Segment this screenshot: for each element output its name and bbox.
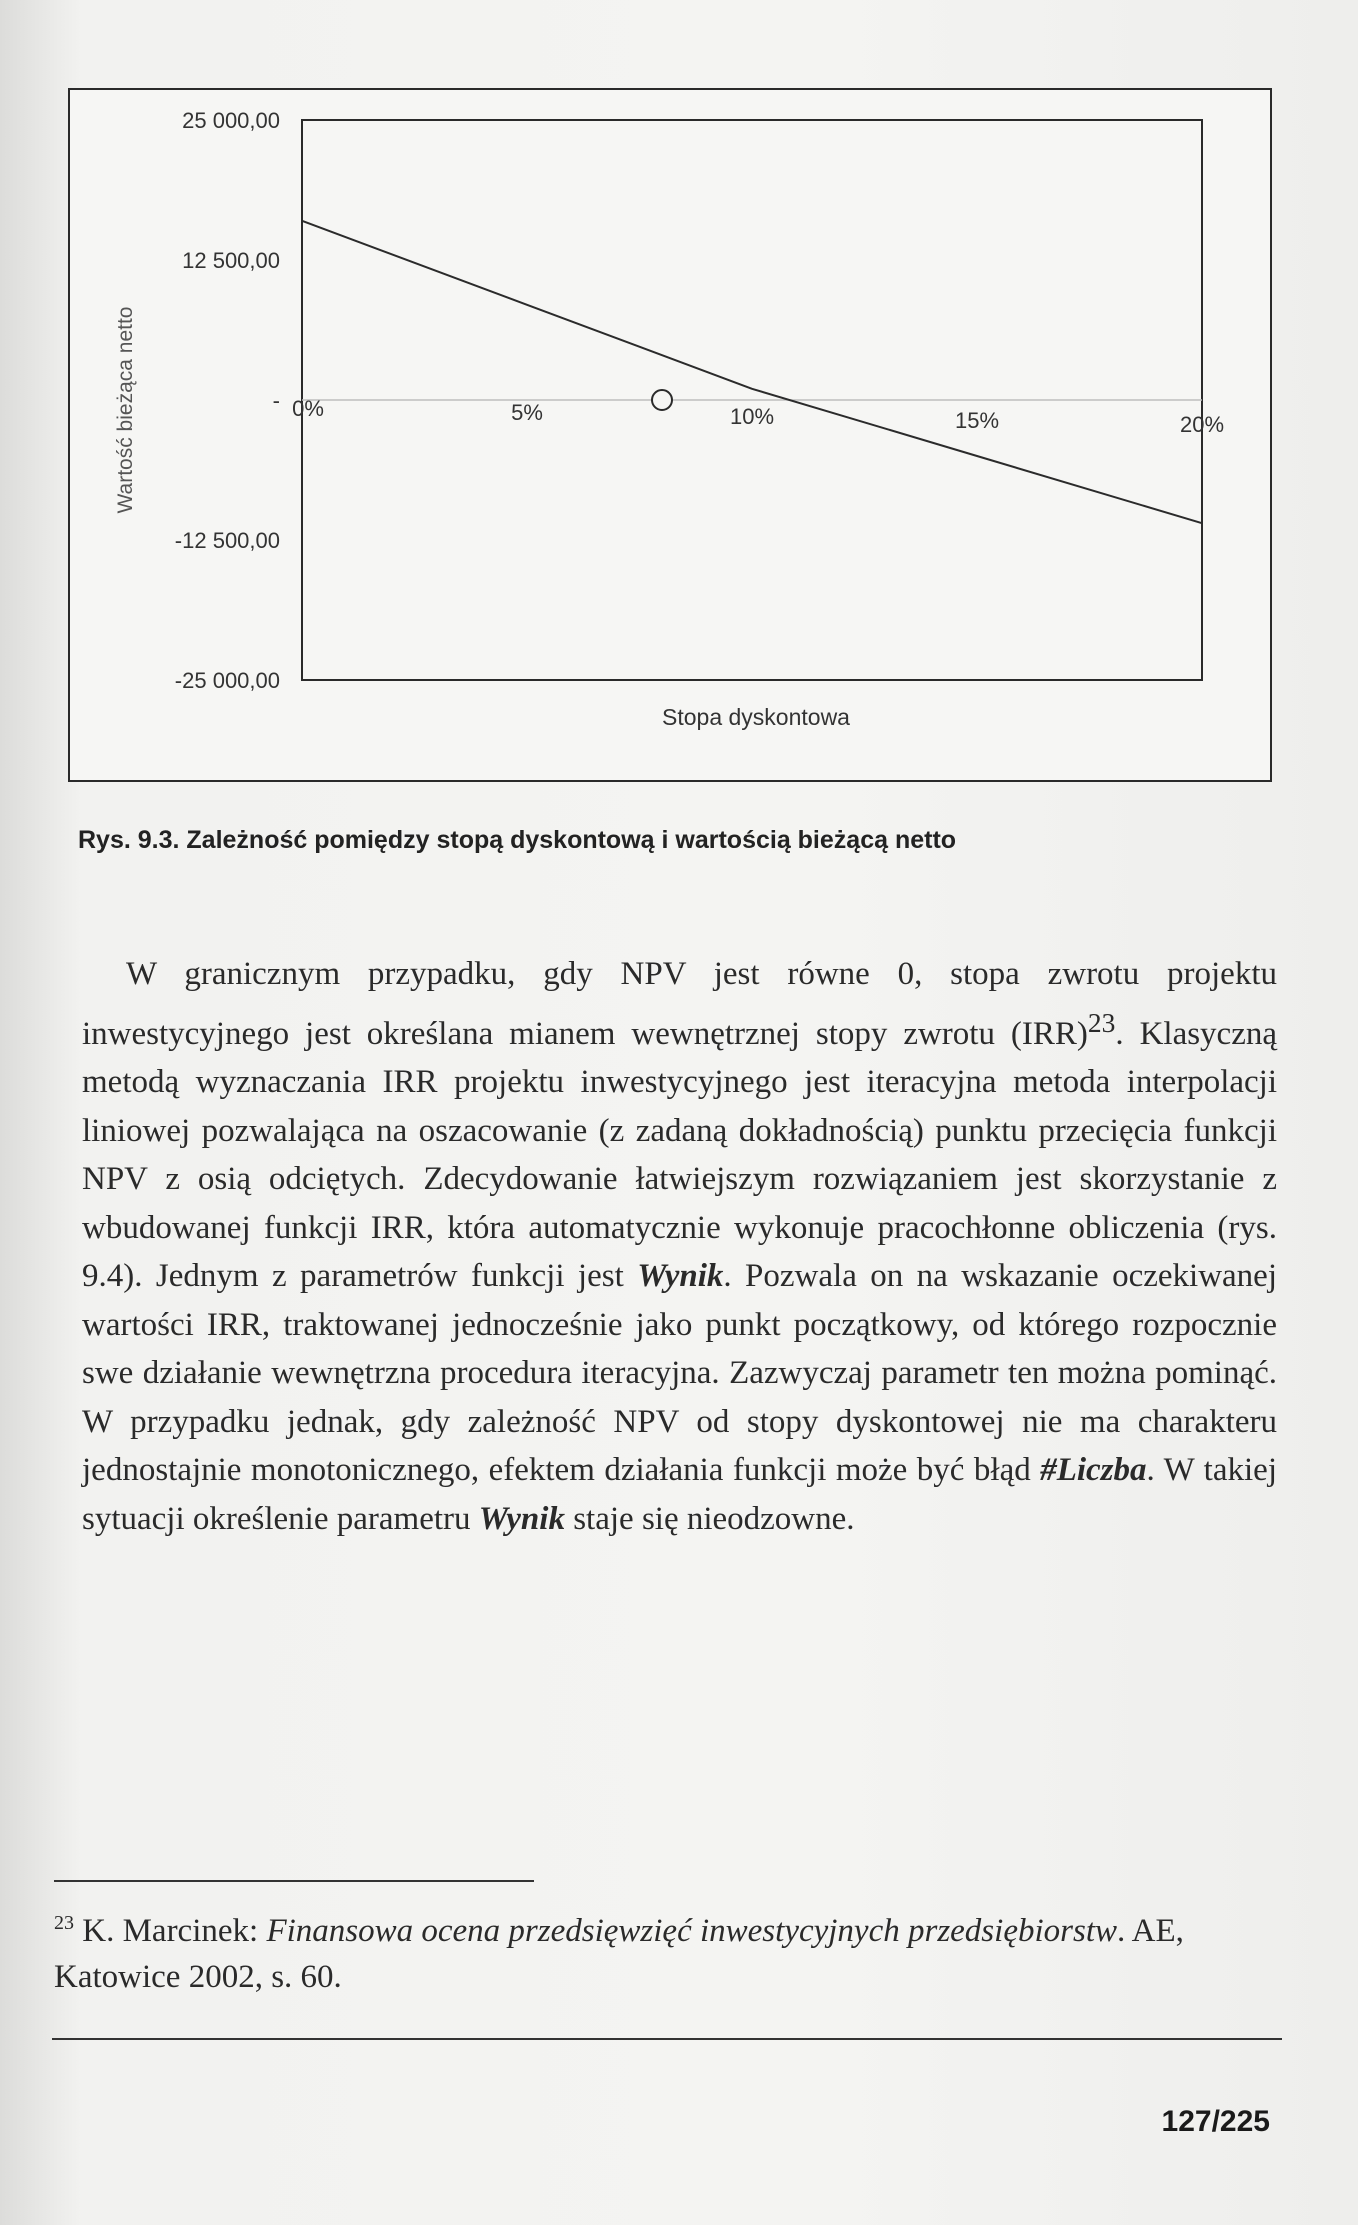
npv-series-line [302,221,1202,523]
bottom-divider [52,2038,1282,2040]
error-code: #Liczba [1040,1452,1147,1488]
paragraph-text-5: staje się nieodzowne. [564,1500,855,1537]
x-tick-label: 15% [954,408,1000,433]
y-tick-label: -25 000,00 [174,668,280,693]
y-tick-label: - [272,388,280,413]
x-tick-label: 10% [729,404,775,429]
npv-chart [70,90,1270,780]
paragraph-text-4: . W takiej sytuacji określenie parametru [82,1452,1277,1537]
irr-point-marker [652,390,672,410]
footnote-author: K. Marcinek: [74,1913,267,1949]
paragraph-text-2: . Klasyczną metodą wyznaczania IRR projektu inwestycyjnego jest iteracyjna metoda interpolacji liniowej pozwalająca na oszacowanie (z zadaną dokładnością) punktu przecięcia funkcji NPV z osią odciętych. Zdecydowanie łatwiejszym rozwiązaniem jest skorzystanie z wbudowanej funkcji IRR, która automatycznie wykonuje pracochłonne obliczenia (rys. 9.4). Jednym z parametrów funkcji jest [82,1015,1277,1294]
paragraph-text-3: . Pozwala on na wskazanie oczekiwanej wartości IRR, traktowanej jednocześnie jako punkt początkowy, od którego rozpocznie swe działanie wewnętrzna procedura iteracyjna. Zazwyczaj parametr ten można pominąć. W przypadku jednak, gdy zależność NPV od stopy dyskontowej nie ma charakteru jednostajnie monotonicznego, efektem działania funkcji może być błąd [82,1258,1277,1488]
y-tick-label: 25 000,00 [182,108,280,133]
x-tick-label: 0% [292,396,324,421]
y-tick-labels [175,108,280,693]
footnote-divider [54,1880,534,1882]
wynik-term-2: Wynik [478,1500,565,1537]
body-paragraph [82,950,1277,1543]
wynik-term: Wynik [637,1258,724,1294]
paragraph-text-1: W granicznym przypadku, gdy NPV jest równe 0, stopa zwrotu projektu inwestycyjnego jest określana mianem wewnętrznej stopy zwrotu (IRR) [82,956,1277,1052]
figure-frame [68,88,1272,782]
page-number: 127/225 [1161,2105,1270,2138]
footnote-title: Finansowa ocena przedsięwzięć inwestycyjnych przedsiębiorstw [266,1913,1117,1949]
y-tick-label: 12 500,00 [182,248,280,273]
x-axis-title: Stopa dyskontowa [662,704,850,730]
footnote-number: 23 [54,1912,74,1934]
x-tick-labels [292,396,1224,437]
x-tick-label: 5% [511,400,543,425]
footnote-reference: 23 [1087,1006,1116,1038]
x-tick-label: 20% [1179,412,1225,437]
y-tick-label: -12 500,00 [174,528,280,553]
footnote-rest: . AE, Katowice 2002, s. 60. [54,1913,1184,1995]
y-axis-title: Wartość bieżąca netto [114,306,137,514]
footnote [54,1900,1284,2000]
figure-caption: Rys. 9.3. Zależność pomiędzy stopą dyskontową i wartością bieżącą netto [78,826,957,854]
